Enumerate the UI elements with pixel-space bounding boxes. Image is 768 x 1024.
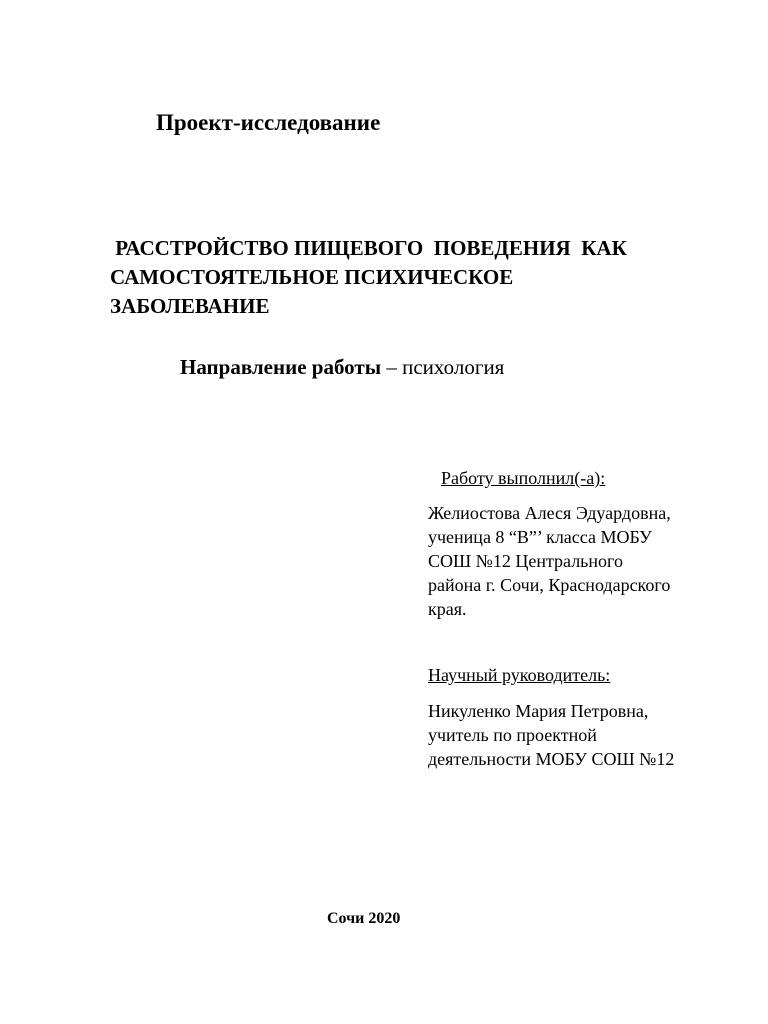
direction-label: Направление работы [180,355,382,379]
supervisor-line: деятельности МОБУ СОШ №12 [428,749,675,769]
author-line: ученица 8 “В”’ класса МОБУ [428,527,652,547]
city-year-footer: Сочи 2020 [327,910,401,927]
supervisor-label: Научный руководитель: [428,665,611,685]
author-line: края. [428,599,467,619]
document-type-heading: Проект-исследование [156,110,381,135]
title-line-3: ЗАБОЛЕВАНИЕ [110,294,270,318]
author-line: СОШ №12 Центрального [428,551,623,571]
direction-value: психология [402,355,505,379]
work-direction [180,355,504,380]
title-line-2: САМОСТОЯТЕЛЬНОЕ ПСИХИЧЕСКОЕ [110,265,514,289]
supervisor-line: учитель по проектной [428,725,597,745]
author-line: Желиостова Алеся Эдуардовна, [428,503,671,523]
document-title [110,234,730,321]
direction-separator: – [381,355,403,379]
supervisor-info [428,699,728,771]
author-label: Работу выполнил(-а): [441,468,606,488]
author-info [428,501,728,621]
title-line-1: РАССТРОЙСТВО ПИЩЕВОГО ПОВЕДЕНИЯ КАК [110,236,627,260]
author-line: района г. Сочи, Краснодарского [428,575,671,595]
supervisor-line: Никуленко Мария Петровна, [428,701,649,721]
